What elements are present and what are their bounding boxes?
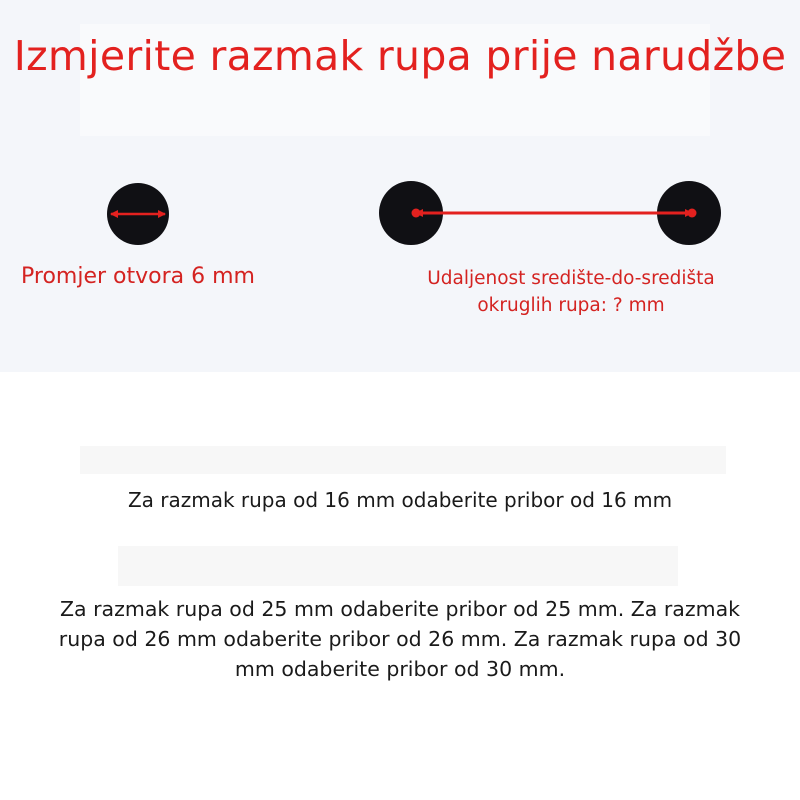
faint-divider [118, 546, 678, 586]
page-title: Izmjerite razmak rupa prije narudžbe [13, 32, 787, 80]
center-dot-left [412, 209, 421, 218]
center-dot-right [688, 209, 697, 218]
hole-diameter-label: Promjer otvora 6 mm [21, 264, 255, 289]
note-16mm: Za razmak rupa od 16 mm odaberite pribor od 16 mm [127, 488, 673, 512]
faint-divider [80, 446, 726, 474]
note-25-26-30mm: Za razmak rupa od 25 mm odaberite pribor od 25 mm. Za razmak rupa od 26 mm odaberite pribor od 26 mm. Za razmak rupa od 30 mm odaberite pribor od 30 mm. [58, 597, 742, 681]
center-distance-label: Udaljenost središte-do-središta okruglih rupa: ? mm [427, 268, 715, 316]
